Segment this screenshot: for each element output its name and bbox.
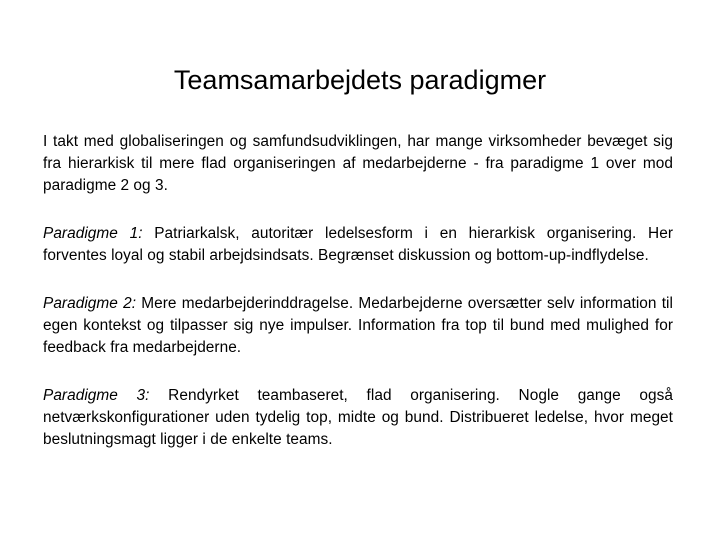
paradigm-2-paragraph [43, 293, 673, 359]
paradigm-1-text: Patriarkalsk, autoritær ledelsesform i en hierarkisk organisering. Her forventes loyal og stabil arbejdsindsats. Begrænset diskussion og bottom-up-indflydelse. [43, 225, 674, 264]
paradigm-1-label: Paradigme 1: [43, 225, 143, 242]
paradigm-2-text: Mere medarbejderinddragelse. Medarbejderne oversætter selv information til egen kontekst og tilpasser sig nye impulser. Information fra top til bund med mulighed for feedback fra medarbejderne. [43, 295, 674, 356]
paradigm-3-label: Paradigme 3: [43, 387, 150, 404]
paradigm-1-paragraph [43, 223, 673, 267]
intro-paragraph: I takt med globaliseringen og samfundsudviklingen, har mange virksomheder bevæget sig fra hierarkisk til mere flad organiseringen af medarbejderne - fra paradigme 1 over mod paradigme 2 og 3. [43, 133, 673, 194]
paradigm-2-label: Paradigme 2: [43, 295, 137, 312]
slide-body [43, 131, 673, 451]
paradigm-3-text: Rendyrket teambaseret, flad organisering. Nogle gange også netværkskonfigurationer uden tydelig top, midte og bund. Distribueret ledelse, hvor meget beslutningsmagt ligger i de enkelte teams. [43, 387, 674, 448]
slide-title: Teamsamarbejdets paradigmer [173, 65, 547, 95]
paradigm-3-paragraph [43, 385, 673, 451]
